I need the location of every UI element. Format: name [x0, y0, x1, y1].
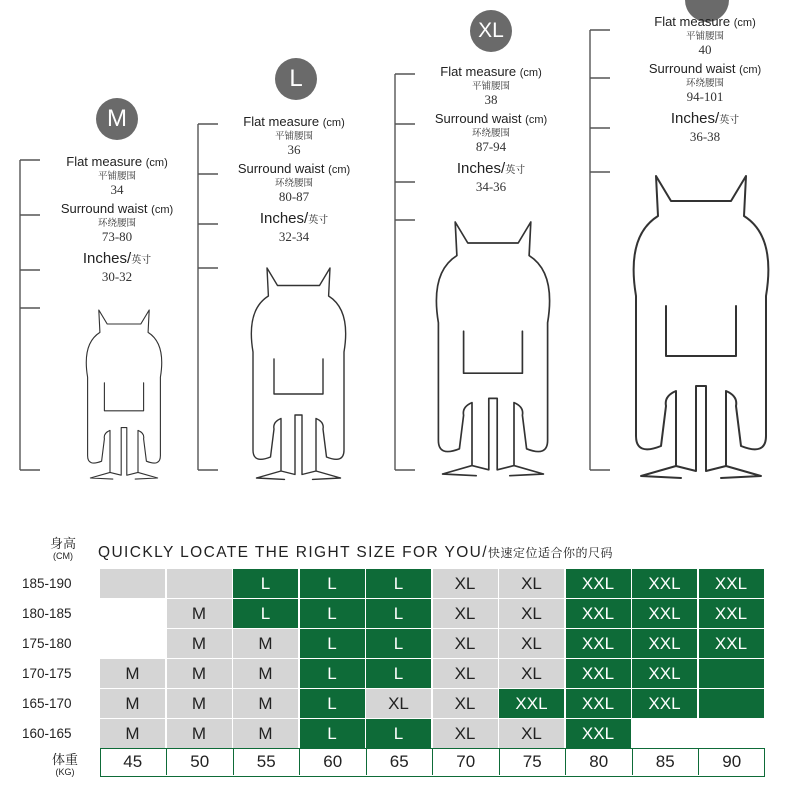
- size-cell: XL: [499, 719, 564, 748]
- flat-measure-label: Flat measure (cm): [66, 154, 168, 169]
- size-cell: M: [233, 719, 298, 748]
- surround-waist-value: 73-80: [101, 229, 133, 244]
- surround-waist-label: Surround waist (cm): [648, 61, 762, 76]
- size-cell: XL: [499, 569, 564, 598]
- chart-title: QUICKLY LOCATE THE RIGHT SIZE FOR YOU/快速定位适合你的尺码: [98, 544, 613, 561]
- size-cell: XXL: [566, 569, 631, 598]
- inches-label: Inches/英寸: [259, 210, 329, 227]
- size-cell: L: [366, 719, 431, 748]
- inches-value: 36-38: [689, 129, 721, 144]
- size-xl-labels: [416, 64, 566, 195]
- inches-label: Inches/英寸: [456, 160, 526, 177]
- size-cell: M: [167, 599, 232, 628]
- size-cell: L: [300, 599, 365, 628]
- size-cell: [100, 629, 165, 658]
- inches-value: 30-32: [101, 269, 133, 284]
- size-cell: L: [300, 689, 365, 718]
- height-range-label: 185-190: [22, 576, 72, 591]
- weight-value: 80: [565, 749, 632, 775]
- size-cell: M: [233, 689, 298, 718]
- size-cell: XXL: [632, 629, 697, 658]
- surround-waist-label: Surround waist (cm): [434, 111, 548, 126]
- size-cell: [699, 689, 764, 718]
- size-cell: XL: [499, 599, 564, 628]
- size-cell: L: [300, 659, 365, 688]
- weight-value: 45: [123, 752, 143, 771]
- size-cell: XL: [433, 719, 498, 748]
- size-cell: M: [233, 629, 298, 658]
- weight-value: 75: [499, 749, 566, 775]
- flat-measure-label: Flat measure (cm): [654, 14, 756, 29]
- size-cell: L: [366, 629, 431, 658]
- inches-value: 34-36: [475, 179, 507, 194]
- flat-measure-cn: 平铺腰围: [274, 131, 313, 142]
- size-badge-xl: XL: [470, 10, 512, 52]
- size-cell: XL: [499, 629, 564, 658]
- size-cell: M: [167, 689, 232, 718]
- flat-measure-label: Flat measure (cm): [243, 114, 345, 129]
- height-axis-label: 身高 (CM): [49, 536, 76, 561]
- size-cell: XL: [433, 569, 498, 598]
- size-chart: [0, 533, 800, 800]
- size-cell: XL: [433, 659, 498, 688]
- size-cell: XXL: [566, 689, 631, 718]
- height-range-label: 175-180: [22, 636, 72, 651]
- size-cell: XL: [366, 689, 431, 718]
- ruler-xxl: [590, 30, 610, 470]
- size-cell: M: [167, 629, 232, 658]
- size-badge-l: L: [275, 58, 317, 100]
- size-cell: XXL: [499, 689, 564, 718]
- size-cell: [632, 719, 697, 748]
- size-cell: XXL: [566, 719, 631, 748]
- size-cell: L: [366, 599, 431, 628]
- surround-waist-label: Surround waist (cm): [237, 161, 351, 176]
- surround-waist-cn: 环绕腰围: [274, 178, 313, 189]
- size-cell: XXL: [632, 599, 697, 628]
- flat-measure-cn: 平铺腰围: [471, 81, 510, 92]
- size-cell: [100, 569, 165, 598]
- weight-value: 65: [366, 749, 433, 775]
- ruler-xl: [395, 74, 415, 470]
- weight-value: 55: [233, 749, 300, 775]
- flat-measure-value: 34: [110, 182, 124, 197]
- size-cell: XXL: [566, 599, 631, 628]
- size-cell: L: [233, 599, 298, 628]
- surround-waist-value: 94-101: [686, 89, 724, 104]
- size-cell: M: [233, 659, 298, 688]
- size-cell: M: [100, 719, 165, 748]
- ruler-m: [20, 160, 40, 470]
- flat-measure-cn: 平铺腰围: [97, 171, 136, 182]
- size-cell: XL: [499, 659, 564, 688]
- flat-measure-cn: 平铺腰围: [685, 31, 724, 42]
- size-cell: [100, 599, 165, 628]
- size-cell: XXL: [566, 659, 631, 688]
- surround-waist-cn: 环绕腰围: [685, 78, 724, 89]
- size-cell: XL: [433, 629, 498, 658]
- size-cell: XL: [433, 689, 498, 718]
- ruler-l: [198, 124, 218, 470]
- size-badge-m: M: [96, 98, 138, 140]
- size-cell: M: [100, 659, 165, 688]
- inches-label: Inches/英寸: [670, 110, 740, 127]
- flat-measure-value: 38: [484, 92, 498, 107]
- weight-value: 50: [166, 749, 233, 775]
- surround-waist-label: Surround waist (cm): [60, 201, 174, 216]
- size-cell: XXL: [566, 629, 631, 658]
- size-cell: XXL: [632, 689, 697, 718]
- size-cell: XXL: [699, 629, 764, 658]
- height-range-label: 170-175: [22, 666, 72, 681]
- size-cell: [699, 659, 764, 688]
- surround-waist-cn: 环绕腰围: [471, 128, 510, 139]
- height-range-label: 180-185: [22, 606, 72, 621]
- size-cell: XXL: [632, 659, 697, 688]
- inches-label: Inches/英寸: [82, 250, 152, 267]
- size-cell: XXL: [699, 569, 764, 598]
- size-xxl-labels: [630, 14, 780, 145]
- size-l-labels: [219, 114, 369, 245]
- surround-waist-value: 80-87: [278, 189, 310, 204]
- size-cell: XXL: [699, 599, 764, 628]
- weight-value: 60: [299, 749, 366, 775]
- weight-axis-label: 体重 (KG): [51, 752, 78, 777]
- weight-value: 70: [432, 749, 499, 775]
- size-cell: M: [100, 689, 165, 718]
- size-cell: L: [366, 659, 431, 688]
- size-cell: XXL: [632, 569, 697, 598]
- size-cell: L: [366, 569, 431, 598]
- height-range-label: 160-165: [22, 726, 72, 741]
- flat-measure-value: 36: [287, 142, 301, 157]
- size-cell: L: [233, 569, 298, 598]
- weight-value: 90: [698, 749, 765, 775]
- size-cell: L: [300, 719, 365, 748]
- size-cell: [167, 569, 232, 598]
- size-cell: [699, 719, 764, 748]
- size-cell: L: [300, 629, 365, 658]
- surround-waist-value: 87-94: [475, 139, 507, 154]
- size-m-labels: [42, 154, 192, 285]
- inches-value: 32-34: [278, 229, 310, 244]
- size-cell: L: [300, 569, 365, 598]
- surround-waist-cn: 环绕腰围: [97, 218, 136, 229]
- weight-row: [100, 748, 765, 777]
- weight-value: 85: [632, 749, 699, 775]
- flat-measure-value: 40: [698, 42, 712, 57]
- size-cell: XL: [433, 599, 498, 628]
- size-cell: M: [167, 719, 232, 748]
- height-range-label: 165-170: [22, 696, 72, 711]
- flat-measure-label: Flat measure (cm): [440, 64, 542, 79]
- size-cell: M: [167, 659, 232, 688]
